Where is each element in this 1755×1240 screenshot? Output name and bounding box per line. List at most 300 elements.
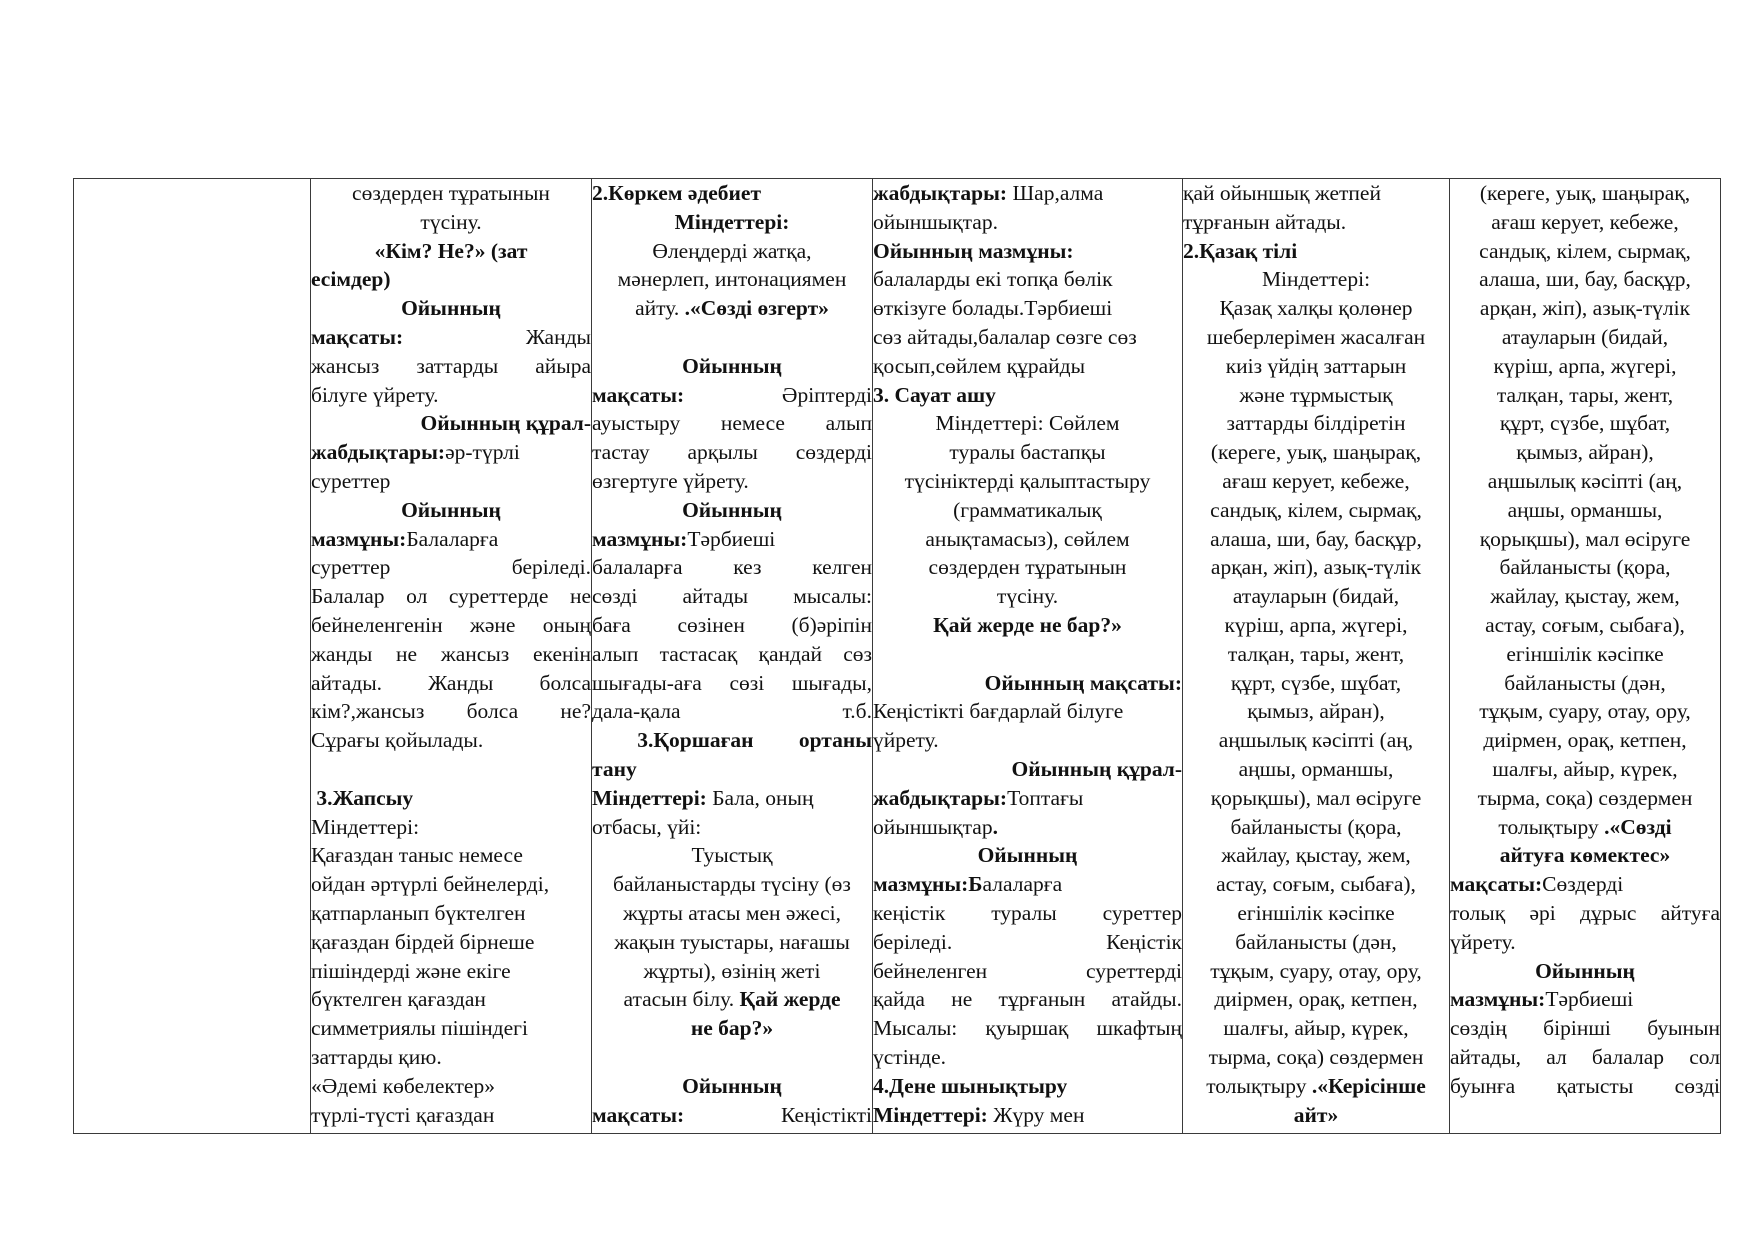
bold-text: не бар?» xyxy=(690,1016,774,1041)
bold-text: жабдықтары: xyxy=(311,440,446,465)
text-run: ауыстыру немесе алып xyxy=(592,411,872,436)
text-line xyxy=(873,179,1182,208)
text-run: өткізуге болады.Тәрбиеші xyxy=(873,296,1113,321)
text-line xyxy=(1450,381,1720,410)
text-line xyxy=(1183,582,1449,611)
bold-text: мақсаты: xyxy=(311,324,404,349)
bold-text: Қай жерде не бар?» xyxy=(933,612,1122,637)
text-run: күріш, арпа, жүгері, xyxy=(1493,353,1677,378)
text-line xyxy=(1450,525,1720,554)
text-line xyxy=(1450,697,1720,726)
text-line xyxy=(1450,640,1720,669)
bold-text: мазмұны: xyxy=(592,526,688,551)
text-run: кiм?,жансыз болса не? xyxy=(311,699,591,724)
text-run: өзгертуге үйрету. xyxy=(592,468,749,493)
text-run: ойыншықтар. xyxy=(873,209,998,234)
text-line xyxy=(592,179,872,208)
text-line xyxy=(873,265,1182,294)
text-line xyxy=(1183,237,1449,266)
text-line xyxy=(1450,409,1720,438)
text-run: сөздерден тұратынын xyxy=(928,555,1127,580)
text-line xyxy=(1183,1014,1449,1043)
bold-text: 2.Көркем әдебиет xyxy=(592,181,762,205)
text-run: балаларды екі топқа бөлік xyxy=(873,267,1113,292)
text-line xyxy=(1450,265,1720,294)
text-run: атауларын (бидай, xyxy=(1501,324,1669,349)
text-line xyxy=(873,899,1182,928)
text-line xyxy=(311,697,591,726)
text-line xyxy=(873,640,1182,669)
text-line xyxy=(592,323,872,352)
text-line xyxy=(1450,784,1720,813)
text-line xyxy=(311,352,591,381)
table-cell-col-0 xyxy=(74,179,311,1134)
text-run: және тұрмыстық xyxy=(1239,382,1393,407)
text-line xyxy=(592,409,872,438)
text-run: үйрету. xyxy=(873,728,939,753)
text-line xyxy=(311,1014,591,1043)
text-line xyxy=(1450,669,1720,698)
text-line xyxy=(873,438,1182,467)
text-run: пішіндерді және екіге xyxy=(311,958,511,983)
text-run: арқан, жіп), азық-түлік xyxy=(1479,296,1691,321)
text-line xyxy=(592,582,872,611)
text-line xyxy=(873,726,1182,755)
text-run: диірмен, орақ, кетпен, xyxy=(1483,728,1687,753)
text-line xyxy=(311,985,591,1014)
text-line xyxy=(873,409,1182,438)
text-line xyxy=(1450,928,1720,957)
text-line xyxy=(311,496,591,525)
bold-text: есімдер) xyxy=(311,267,391,292)
text-run: айтады, ал балалар сол xyxy=(1450,1044,1720,1069)
table-cell-col-3 xyxy=(873,179,1183,1134)
text-line xyxy=(1183,928,1449,957)
text-run: киіз үйдің заттарын xyxy=(1225,353,1407,378)
text-line xyxy=(1183,755,1449,784)
text-line xyxy=(311,611,591,640)
text-line xyxy=(873,870,1182,899)
text-run: Туыстық xyxy=(691,843,773,868)
lesson-plan-table xyxy=(73,178,1721,1134)
text-line xyxy=(592,611,872,640)
text-run: байланысты (қора, xyxy=(1230,814,1402,839)
text-line xyxy=(873,323,1182,352)
text-line xyxy=(1183,179,1449,208)
text-run: аңшы, орманшы, xyxy=(1238,756,1394,781)
text-line xyxy=(1183,985,1449,1014)
text-run: ойдан әртүрлі бейнелерді, xyxy=(311,872,550,897)
text-line xyxy=(1450,841,1720,870)
text-run: түрлі-түсті қағаздан xyxy=(311,1102,495,1127)
text-run: тастау арқылы сөздерді xyxy=(592,440,872,465)
bold-text: Ойынның құрал- xyxy=(1011,756,1182,781)
text-line xyxy=(592,870,872,899)
text-line xyxy=(1450,496,1720,525)
text-line xyxy=(1450,208,1720,237)
text-run: байланысты (қора, xyxy=(1499,555,1671,580)
text-line xyxy=(592,496,872,525)
text-line xyxy=(1183,669,1449,698)
text-run: анықтамасыз), сөйлем xyxy=(925,526,1130,551)
text-run: шалғы, айыр, күрек, xyxy=(1223,1016,1409,1041)
text-line xyxy=(311,928,591,957)
text-run: Тәрбиеші xyxy=(1545,987,1634,1012)
text-run: Міндеттері: Сөйлем xyxy=(935,411,1120,436)
text-run: үйрету. xyxy=(1450,929,1516,954)
text-line xyxy=(1450,237,1720,266)
text-run: заттарды білдіретін xyxy=(1226,411,1406,436)
text-run: үстінде. xyxy=(873,1044,947,1069)
text-line xyxy=(311,1101,591,1130)
bold-text: айтуға көмектес» xyxy=(1499,843,1671,868)
text-line xyxy=(592,1072,872,1101)
text-run: алаларға xyxy=(982,872,1063,897)
bold-text: 3.Жапсыу xyxy=(311,785,414,810)
text-line xyxy=(1183,496,1449,525)
text-line xyxy=(1183,467,1449,496)
text-run: балаларға кез келген xyxy=(592,555,872,580)
text-run: беріледі. Кеңістік xyxy=(873,929,1182,954)
text-line xyxy=(592,669,872,698)
bold-text: мазмұны: xyxy=(1450,987,1546,1012)
bold-text: Міндеттері: xyxy=(592,785,707,810)
text-line xyxy=(1183,553,1449,582)
text-run: жайлау, қыстау, жем, xyxy=(1221,843,1411,868)
bold-text: Ойынның xyxy=(682,1073,782,1098)
text-line xyxy=(873,467,1182,496)
text-run: сөздерден тұратынын xyxy=(352,181,550,205)
text-run: талқан, тары, жент, xyxy=(1227,641,1405,666)
text-line xyxy=(1450,1014,1720,1043)
text-run: егіншілік кәсіпке xyxy=(1237,900,1395,925)
text-run: байланысты (дән, xyxy=(1235,929,1397,954)
text-line xyxy=(1450,294,1720,323)
text-line xyxy=(1450,985,1720,1014)
text-run: жұрты атасы мен әжесі, xyxy=(623,900,841,925)
bold-text: Ойынның құрал- xyxy=(420,411,591,436)
text-line xyxy=(592,438,872,467)
bold-text: 3.Қоршаған ортаны xyxy=(592,728,872,753)
table-cell-col-5 xyxy=(1450,179,1721,1134)
text-run: жұрты), өзінің жеті xyxy=(643,958,821,983)
text-run: Шар,алма xyxy=(1007,181,1104,205)
text-line xyxy=(311,265,591,294)
text-run: сөз айтады,балалар сөзге сөз xyxy=(873,324,1137,349)
text-line xyxy=(311,525,591,554)
text-line xyxy=(311,870,591,899)
text-line xyxy=(311,957,591,986)
text-run: Топтағы xyxy=(1007,785,1084,810)
text-line xyxy=(873,352,1182,381)
text-line xyxy=(873,237,1182,266)
text-run: баға сөзінен (б)әріпін xyxy=(592,612,872,637)
bold-text: Ойынның мақсаты: xyxy=(984,670,1182,695)
text-run: ойыншықтар xyxy=(873,814,993,839)
text-line xyxy=(311,409,591,438)
text-line xyxy=(1450,755,1720,784)
text-line xyxy=(873,784,1182,813)
table-row xyxy=(74,179,1721,1134)
text-run: қымыз, айран), xyxy=(1516,440,1654,465)
text-run: күріш, арпа, жүгері, xyxy=(1224,612,1408,637)
text-line xyxy=(311,294,591,323)
text-line xyxy=(592,841,872,870)
text-line xyxy=(311,553,591,582)
bold-text: Міндеттері: xyxy=(674,209,790,234)
text-run: Кеңістікті xyxy=(684,1102,872,1127)
text-line xyxy=(1450,553,1720,582)
text-line xyxy=(311,755,591,784)
bold-text: Ойынның мазмұны: xyxy=(873,238,1074,263)
text-run: егіншілік кәсіпке xyxy=(1506,641,1664,666)
text-run: қосып,сөйлем құрайды xyxy=(873,353,1086,378)
bold-text: Қай жерде xyxy=(739,987,841,1012)
text-run: қатпарланып бүктелген xyxy=(311,900,526,925)
text-line xyxy=(1183,381,1449,410)
text-run: атасын білу. xyxy=(623,987,740,1012)
text-line xyxy=(592,467,872,496)
text-line xyxy=(592,928,872,957)
text-line xyxy=(1183,784,1449,813)
text-line xyxy=(1450,611,1720,640)
bold-text: тану xyxy=(592,756,637,781)
bold-text: Ойынның xyxy=(401,296,501,321)
text-run: суреттер xyxy=(311,468,391,493)
text-run: айту. xyxy=(635,296,685,321)
bold-text: Ойынның xyxy=(977,843,1078,868)
text-run: диірмен, орақ, кетпен, xyxy=(1214,987,1418,1012)
text-line xyxy=(1183,1043,1449,1072)
text-run: дала-қала т.б. xyxy=(592,699,872,724)
text-line xyxy=(592,726,872,755)
text-line xyxy=(592,755,872,784)
text-run: шалғы, айыр, күрек, xyxy=(1492,756,1678,781)
text-line xyxy=(1183,525,1449,554)
text-run: алып тастасақ қандай сөз xyxy=(592,641,872,666)
text-line xyxy=(592,553,872,582)
text-run: (грамматикалық xyxy=(953,497,1102,522)
text-line xyxy=(592,784,872,813)
text-line xyxy=(311,208,591,237)
text-run: қорықшы), мал өсіруге xyxy=(1479,526,1691,551)
text-run: түсініктерді қалыптастыру xyxy=(904,468,1151,493)
text-line xyxy=(592,1014,872,1043)
text-line xyxy=(311,381,591,410)
text-run: (кереге, уық, шаңырақ, xyxy=(1479,181,1691,205)
text-run: байланысты (дән, xyxy=(1504,670,1666,695)
text-run: Балалар ол суреттерде не xyxy=(311,584,591,609)
text-line xyxy=(873,697,1182,726)
text-line xyxy=(1450,582,1720,611)
text-run: сандық, кілем, сырмақ, xyxy=(1479,238,1691,263)
text-line xyxy=(873,755,1182,784)
text-line xyxy=(1183,813,1449,842)
text-line xyxy=(1183,323,1449,352)
text-run: Қағаздан таныс немесе xyxy=(311,843,523,868)
text-line xyxy=(592,899,872,928)
text-run: тырма, соқа) сөздермен xyxy=(1477,785,1693,810)
table-cell-col-2 xyxy=(592,179,873,1134)
text-line xyxy=(311,669,591,698)
text-line xyxy=(873,611,1182,640)
bold-text: 3. Сауат ашу xyxy=(873,382,996,407)
text-line xyxy=(1183,899,1449,928)
text-line xyxy=(1450,957,1720,986)
text-line xyxy=(873,1043,1182,1072)
text-line xyxy=(1183,870,1449,899)
text-line xyxy=(873,381,1182,410)
bold-text: .«Сөзді xyxy=(1604,814,1672,839)
text-line xyxy=(592,1043,872,1072)
text-line xyxy=(311,582,591,611)
text-line xyxy=(311,841,591,870)
text-line xyxy=(1183,352,1449,381)
bold-text: мазмұны: xyxy=(311,526,407,551)
text-run: алаша, ши, бау, басқұр, xyxy=(1479,267,1691,292)
bold-text: айт» xyxy=(1293,1102,1339,1127)
text-line xyxy=(1183,294,1449,323)
text-run: буынға қатысты сөзді xyxy=(1450,1073,1720,1098)
text-line xyxy=(873,669,1182,698)
bold-text: .«Керісінше xyxy=(1311,1073,1426,1098)
text-line xyxy=(1450,438,1720,467)
text-run: ағаш керует, кебеже, xyxy=(1222,468,1410,493)
text-run: жансыз заттарды айыра xyxy=(311,353,591,378)
bold-text: . xyxy=(992,814,998,839)
text-run: шеберлерімен жасалған xyxy=(1206,324,1426,349)
text-line xyxy=(1183,957,1449,986)
text-run: толықтыру xyxy=(1206,1073,1312,1098)
text-run: тұрғанын айтады. xyxy=(1183,209,1347,234)
text-line xyxy=(1183,409,1449,438)
text-run: қайда не тұрғанын атайды. xyxy=(873,987,1182,1012)
text-run: бүктелген қағаздан xyxy=(311,987,486,1012)
text-line xyxy=(311,1043,591,1072)
text-run: сандық, кілем, сырмақ, xyxy=(1210,497,1422,522)
text-line xyxy=(1450,323,1720,352)
text-run: алаша, ши, бау, басқұр, xyxy=(1210,526,1422,551)
text-run: кеңістік туралы суреттер xyxy=(873,900,1182,925)
text-run: астау, соғым, сыбаға), xyxy=(1216,872,1416,897)
text-run: (кереге, уық, шаңырақ, xyxy=(1210,440,1422,465)
table-cell-col-4 xyxy=(1183,179,1450,1134)
text-run: аңшылық кәсіпті (аң, xyxy=(1487,468,1683,493)
text-line xyxy=(592,957,872,986)
text-run: «Әдемі көбелектер» xyxy=(311,1073,495,1098)
text-run: Әріптерді xyxy=(684,382,872,407)
bold-text: 4.Дене шынықтыру xyxy=(873,1073,1068,1098)
text-line xyxy=(592,265,872,294)
text-run: ағаш керует, кебеже, xyxy=(1491,209,1679,234)
text-run: сөзді айтады мысалы: xyxy=(592,584,872,609)
text-line xyxy=(592,985,872,1014)
text-run: Қазақ халқы қолөнер xyxy=(1219,296,1413,321)
bold-text: Міндеттері: xyxy=(873,1102,988,1127)
bold-text: Ойынның xyxy=(682,497,782,522)
text-line xyxy=(592,1101,872,1130)
text-line xyxy=(1450,352,1720,381)
text-line xyxy=(1183,1072,1449,1101)
text-run: арқан, жіп), азық-түлік xyxy=(1210,555,1422,580)
text-line xyxy=(592,525,872,554)
text-run: Тәрбиеші xyxy=(687,526,776,551)
text-run: жайлау, қыстау, жем, xyxy=(1490,584,1680,609)
text-line xyxy=(592,640,872,669)
text-run: шығады-аға сөзі шығады, xyxy=(592,670,872,695)
text-run: талқан, тары, жент, xyxy=(1496,382,1674,407)
bold-text: мақсаты: xyxy=(592,382,685,407)
text-run: астау, соғым, сыбаға), xyxy=(1485,612,1685,637)
text-run: Бала, оның xyxy=(706,785,814,810)
text-line xyxy=(1450,870,1720,899)
text-line xyxy=(311,179,591,208)
bold-text: мақсаты: xyxy=(1450,872,1543,897)
text-run: Өлеңдерді жатқа, xyxy=(652,238,812,263)
text-run: сөздің бірінші буынын xyxy=(1450,1016,1720,1041)
text-line xyxy=(311,640,591,669)
text-line xyxy=(311,899,591,928)
text-line xyxy=(311,323,591,352)
table-cell-col-1 xyxy=(311,179,592,1134)
text-run: қымыз, айран), xyxy=(1247,699,1385,724)
text-run: әр-түрлі xyxy=(445,440,520,465)
text-line xyxy=(873,496,1182,525)
text-line xyxy=(592,813,872,842)
text-run: білуге үйрету. xyxy=(311,382,439,407)
text-run: тұқым, суару, отау, ору, xyxy=(1479,699,1691,724)
text-line xyxy=(873,553,1182,582)
text-line xyxy=(873,985,1182,1014)
text-line xyxy=(592,208,872,237)
text-line xyxy=(1450,179,1720,208)
text-run: құрт, сүзбе, шұбат, xyxy=(1230,670,1402,695)
text-run: қорықшы), мал өсіруге xyxy=(1210,785,1422,810)
text-run: заттарды қию. xyxy=(311,1044,442,1069)
text-run: жақын туыстары, нағашы xyxy=(614,929,850,954)
text-line xyxy=(1183,438,1449,467)
text-line xyxy=(1450,467,1720,496)
text-line xyxy=(311,813,591,842)
text-line xyxy=(311,237,591,266)
text-line xyxy=(592,697,872,726)
text-line xyxy=(873,582,1182,611)
text-run: жанды не жансыз екенiн xyxy=(311,641,591,666)
text-line xyxy=(873,208,1182,237)
text-run: атауларын (бидай, xyxy=(1232,584,1400,609)
text-line xyxy=(1450,899,1720,928)
text-run: қай ойыншық жетпей xyxy=(1183,181,1381,205)
text-line xyxy=(873,841,1182,870)
text-line xyxy=(1450,1072,1720,1101)
text-run: Жүру мен xyxy=(987,1102,1085,1127)
text-line xyxy=(873,813,1182,842)
text-line xyxy=(1183,208,1449,237)
text-run: Сұрағы қойылады. xyxy=(311,728,484,753)
text-line xyxy=(1183,726,1449,755)
text-run: Міндеттері: xyxy=(311,814,420,839)
text-run: Міндеттері: xyxy=(1261,267,1371,292)
text-line xyxy=(1183,841,1449,870)
text-line xyxy=(592,352,872,381)
text-line xyxy=(311,726,591,755)
text-run: Мысалы: қуыршақ шкафтың xyxy=(873,1016,1182,1041)
text-line xyxy=(592,237,872,266)
text-line xyxy=(311,467,591,496)
bold-text: «Кім? Не?» (зат xyxy=(374,238,528,263)
text-run: аңшылық кәсіпті (аң, xyxy=(1218,728,1414,753)
text-run: Балаларға xyxy=(406,526,499,551)
